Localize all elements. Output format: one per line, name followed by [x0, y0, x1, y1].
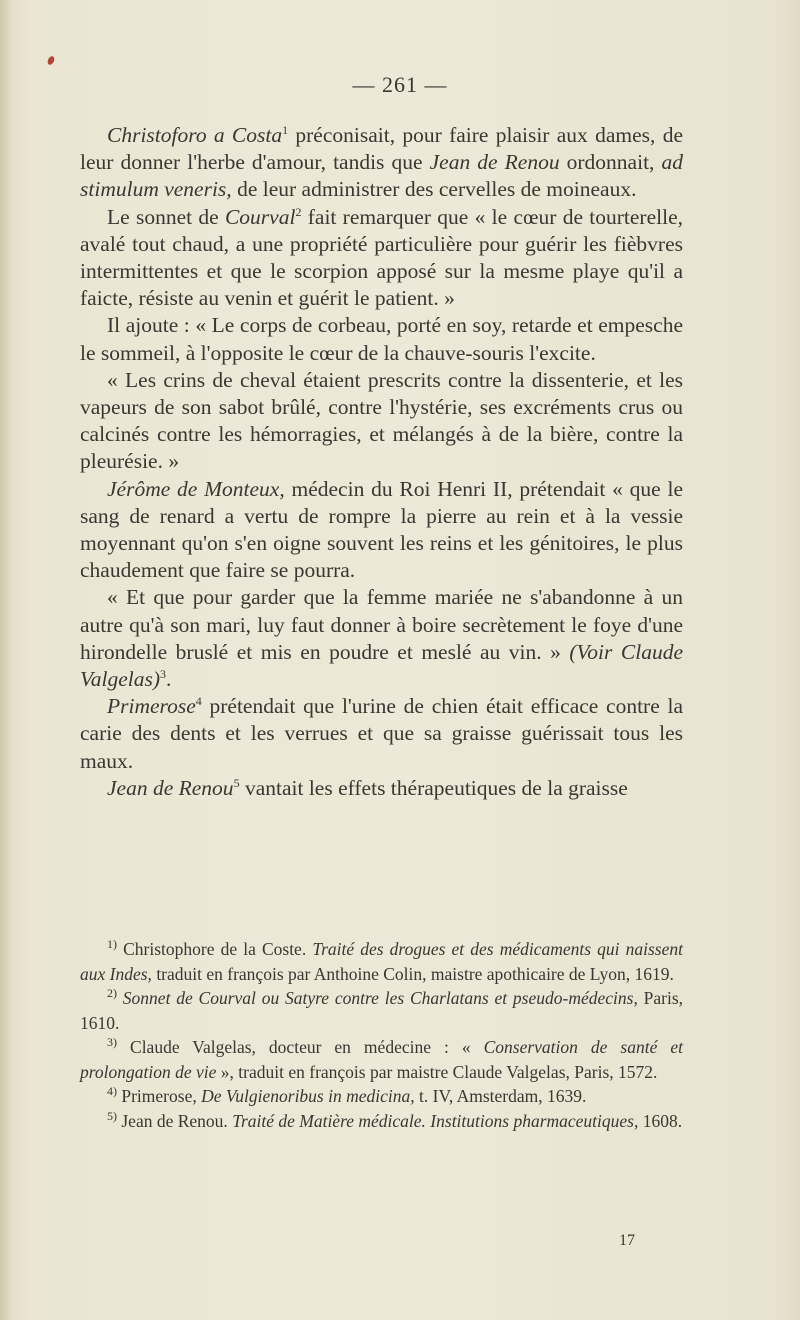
footnote-reference: 3: [160, 667, 167, 682]
italic-text: Primerose: [107, 694, 196, 719]
italic-text: (Voir Claude Valgelas): [80, 639, 684, 692]
ink-spot: [46, 55, 55, 66]
footnote-marker: 5): [107, 1108, 117, 1123]
paragraph: Jean de Renou$^5$ vantait les effets thérapeutiques de la graisse: [107, 775, 628, 800]
footnote: $^{1)}$ Christophore de la Coste. Traité des drogues et des médicaments qui naissent aux Indes, traduit en françois par Anthoine Colin, maistre apothicaire de Lyon, 1619.: [80, 937, 683, 984]
paragraph: « Et que pour garder que la femme mariée ne s'abandonne à un autre qu'à son mari, luy faut donner à boire secrètement le foye d'une hirondelle bruslé et mis en poudre et meslé au vin. » (Voir Claude Valgelas)$^3$.: [80, 585, 684, 692]
footnote-reference: 2: [295, 204, 302, 219]
footnote-marker: 3): [107, 1035, 117, 1049]
italic-text: Traité de Matière médicale. Institutions pharmaceutiques,: [232, 1110, 639, 1131]
footnote: $^{5)}$ Jean de Renou. Traité de Matière médicale. Institutions pharmaceutiques, 1608.: [107, 1108, 683, 1131]
italic-text: ad stimulum veneris,: [80, 150, 683, 202]
paragraph: Christoforo a Costa$^1$ préconisait, pour faire plaisir aux dames, de leur donner l'herbe d'amour, tandis que Jean de Renou ordonnait, ad stimulum veneris, de leur administrer des cervelles de moineaux.: [80, 123, 683, 202]
footnote: $^{3)}$ Claude Valgelas, docteur en médecine : « Conservation de santé et prolongation de vie », traduit en françois par maistre Claude Valgelas, Paris, 1572.: [80, 1035, 684, 1082]
page-number-header: — 261 —: [352, 72, 448, 97]
footnotes: [80, 937, 683, 1133]
body-text: [80, 122, 683, 802]
footnote-marker: 1): [107, 937, 117, 951]
page-spine-shadow: [0, 0, 12, 1320]
italic-text: Sonnet de Courval ou Satyre contre les Charlatans et pseudo-médecins,: [122, 988, 638, 1008]
italic-text: Courval: [224, 204, 296, 229]
italic-text: Jérôme de Monteux,: [107, 476, 285, 501]
footnote: $^{4)}$ Primerose, De Vulgienoribus in medicina, t. IV, Amsterdam, 1639.: [107, 1084, 587, 1106]
paragraph: Primerose$^4$ prétendait que l'urine de chien était efficace contre la carie des dents et les verrues et que sa graisse guérissait tous les maux.: [80, 694, 683, 773]
italic-text: De Vulgienoribus in medicina,: [201, 1086, 415, 1106]
footnote-marker: 2): [107, 986, 117, 1000]
footnote-reference: 5: [233, 775, 240, 790]
paragraph: « Les crins de cheval étaient prescrits contre la dissenterie, et les vapeurs de son sabot brûlé, contre l'hystérie, ses excréments crus ou calcinés contre les hémorragies, et mélangés à de la bière, contre la pleurésie. »: [80, 367, 683, 474]
footnote-marker: 4): [107, 1084, 117, 1098]
paragraph: Jérôme de Monteux, médecin du Roi Henri II, prétendait « que le sang de renard a vertu de rompre la pierre au rein et à la vessie moyennant qu'on s'en oigne souvent les reins et les génitoires, le plus chaudement que faire se pourra.: [80, 476, 683, 583]
paragraph: Il ajoute : « Le corps de corbeau, porté en soy, retarde et empesche le sommeil, à l'opposite le cœur de la chauve-souris l'excite.: [80, 313, 683, 365]
italic-text: Christoforo a Costa: [107, 123, 283, 147]
italic-text: Traité des drogues et des médicaments qui naissent aux Indes,: [80, 939, 683, 984]
italic-text: Jean de Renou: [107, 775, 234, 800]
italic-text: Jean de Renou: [429, 150, 560, 175]
italic-text: Conservation de santé et prolongation de vie: [80, 1037, 684, 1082]
footnote: $^{2)}$ Sonnet de Courval ou Satyre contre les Charlatans et pseudo-médecins, Paris, 1610.: [80, 986, 683, 1033]
footnote-reference: 4: [195, 694, 202, 709]
footnote-reference: 1: [282, 123, 289, 137]
signature-mark: 17: [619, 1232, 635, 1249]
paragraph: Le sonnet de Courval$^2$ fait remarquer que « le cœur de tourterelle, avalé tout chaud, a une propriété particulière pour guérir les fièbvres intermittentes et que le scorpion apposé sur la mesme playe qu'il a faicte, résiste au venin et guérit le patient. »: [80, 204, 684, 311]
